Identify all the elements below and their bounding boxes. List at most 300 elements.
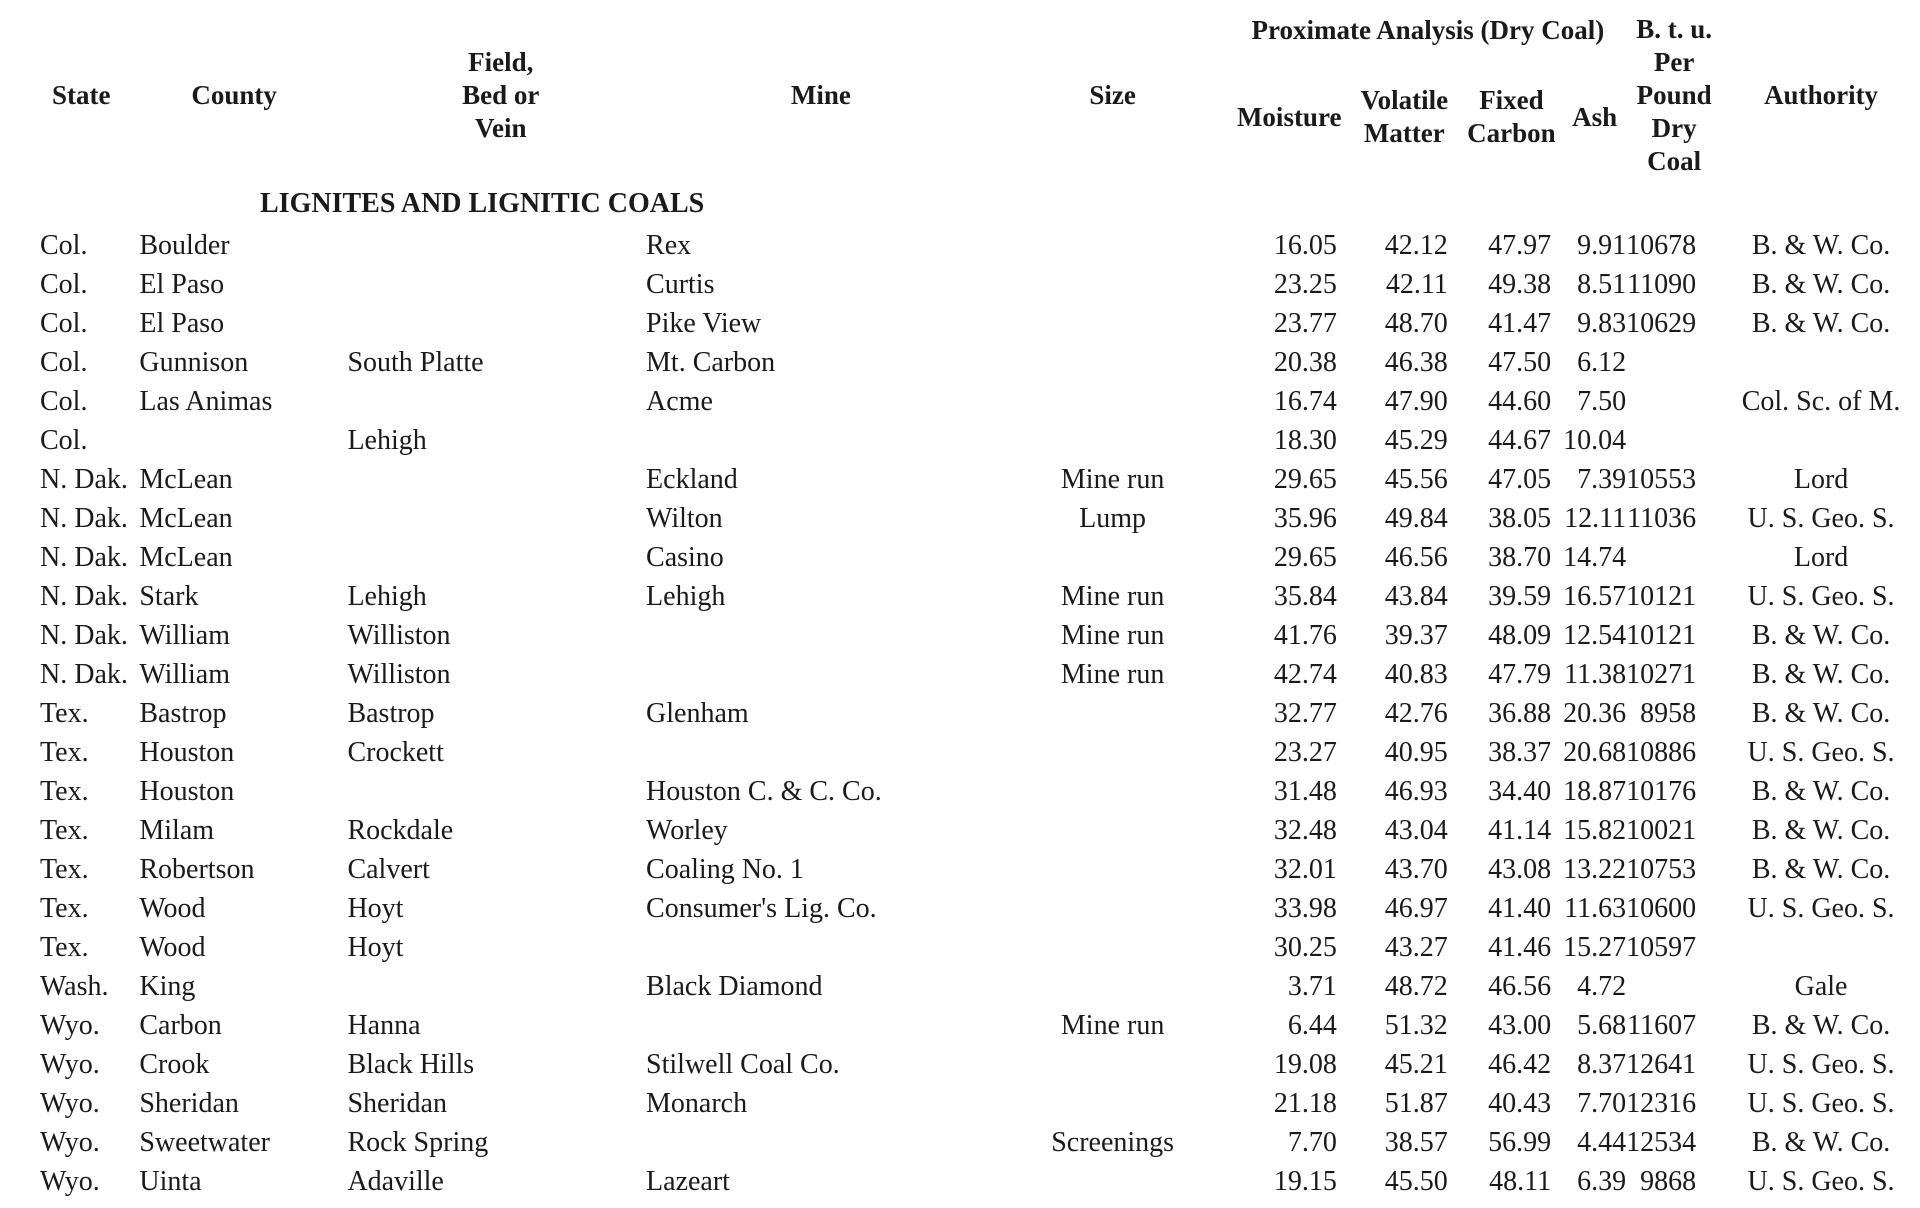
cell-ash: 9.83: [1577, 307, 1627, 339]
cell-county: El Paso: [139, 268, 225, 300]
cell-ash: 7.70: [1577, 1087, 1627, 1119]
cell-authority: B. & W. Co.: [1751, 853, 1891, 885]
cell-moisture: 29.65: [1273, 463, 1337, 495]
cell-authority: Lord: [1793, 463, 1849, 495]
cell-btu: 11607: [1627, 1009, 1697, 1041]
cell-btu: 10597: [1626, 931, 1697, 963]
cell-fixed-carbon: 41.40: [1488, 892, 1552, 924]
cell-county: [139, 421, 347, 460]
cell-state: Col.: [40, 385, 88, 417]
cell-fixed-carbon: 47.50: [1488, 346, 1552, 378]
table-row: [40, 889, 1920, 928]
cell-moisture: 32.77: [1273, 697, 1337, 729]
cell-mine: Glenham: [646, 697, 749, 729]
header-moisture: Moisture: [1236, 101, 1342, 132]
header-mine: Mine: [790, 79, 851, 110]
cell-btu: [1626, 538, 1722, 577]
cell-volatile-matter: 48.72: [1384, 970, 1448, 1002]
cell-size: [996, 850, 1230, 889]
table-row: [40, 694, 1920, 733]
table-row: [40, 577, 1920, 616]
cell-volatile-matter: 38.57: [1384, 1126, 1448, 1158]
cell-volatile-matter: 51.87: [1384, 1087, 1448, 1119]
cell-fixed-carbon: 38.05: [1488, 502, 1552, 534]
cell-volatile-matter: 46.38: [1384, 346, 1448, 378]
cell-state: Tex.: [40, 697, 89, 729]
cell-field: [347, 538, 646, 577]
cell-authority: Lord: [1793, 541, 1849, 573]
cell-size: Lump: [1079, 502, 1147, 534]
cell-size: [996, 226, 1230, 265]
table-row: [40, 382, 1920, 421]
cell-mine: [646, 421, 996, 460]
cell-authority: B. & W. Co.: [1751, 658, 1891, 690]
table-row: [40, 226, 1920, 265]
cell-authority: B. & W. Co.: [1751, 697, 1891, 729]
table-row: [40, 967, 1920, 1006]
cell-ash: 7.50: [1577, 385, 1627, 417]
cell-volatile-matter: 47.90: [1384, 385, 1448, 417]
cell-size: Screenings: [1051, 1126, 1175, 1158]
cell-ash: 11.38: [1564, 658, 1627, 690]
cell-btu: 9868: [1640, 1165, 1697, 1197]
cell-moisture: 18.30: [1273, 424, 1337, 456]
cell-size: Mine run: [1060, 463, 1165, 495]
cell-state: Wyo.: [40, 1126, 100, 1158]
header-authority: Authority: [1764, 79, 1879, 110]
cell-field: [347, 382, 646, 421]
cell-volatile-matter: 51.32: [1384, 1009, 1448, 1041]
cell-state: N. Dak.: [40, 658, 128, 690]
cell-size: [996, 928, 1230, 967]
table-body: [40, 182, 1920, 1201]
cell-volatile-matter: 46.56: [1384, 541, 1448, 573]
cell-county: McLean: [139, 541, 233, 573]
cell-mine: Lehigh: [646, 580, 726, 612]
cell-size: [996, 694, 1230, 733]
cell-volatile-matter: 42.76: [1384, 697, 1448, 729]
cell-ash: 12.54: [1563, 619, 1627, 651]
cell-state: N. Dak.: [40, 541, 128, 573]
cell-btu: [1626, 421, 1722, 460]
cell-moisture: 6.44: [1287, 1009, 1337, 1041]
header-proximate-analysis: Proximate Analysis (Dry Coal): [1251, 14, 1605, 45]
cell-mine: Wilton: [646, 502, 723, 534]
cell-county: El Paso: [139, 307, 225, 339]
cell-btu: 10271: [1626, 658, 1697, 690]
cell-field: [347, 226, 646, 265]
cell-volatile-matter: 48.70: [1384, 307, 1448, 339]
cell-field: Black Hills: [347, 1048, 475, 1080]
cell-ash: 6.39: [1577, 1165, 1627, 1197]
cell-mine: Monarch: [646, 1087, 748, 1119]
cell-field: Bastrop: [347, 697, 435, 729]
cell-mine: [646, 733, 996, 772]
cell-moisture: 19.08: [1273, 1048, 1337, 1080]
cell-ash: 20.68: [1563, 736, 1627, 768]
cell-authority: [1722, 928, 1920, 967]
cell-btu: 10886: [1626, 736, 1697, 768]
cell-authority: U. S. Geo. S.: [1747, 1165, 1895, 1197]
cell-mine: Mt. Carbon: [646, 346, 776, 378]
cell-county: Gunnison: [139, 346, 249, 378]
cell-ash: 16.57: [1563, 580, 1627, 612]
cell-fixed-carbon: 47.79: [1488, 658, 1552, 690]
cell-authority: U. S. Geo. S.: [1747, 502, 1895, 534]
cell-ash: 13.22: [1563, 853, 1627, 885]
cell-btu: 10553: [1626, 463, 1697, 495]
table-row: [40, 928, 1920, 967]
table-row: [40, 343, 1920, 382]
cell-state: Tex.: [40, 931, 89, 963]
cell-state: Col.: [40, 346, 88, 378]
cell-county: King: [139, 970, 196, 1002]
cell-fixed-carbon: 43.00: [1488, 1009, 1552, 1041]
cell-size: Mine run: [1060, 580, 1165, 612]
cell-fixed-carbon: 41.14: [1488, 814, 1552, 846]
cell-moisture: 21.18: [1273, 1087, 1337, 1119]
cell-btu: 10121: [1626, 619, 1697, 651]
cell-field: Williston: [347, 658, 451, 690]
cell-volatile-matter: 40.95: [1384, 736, 1448, 768]
cell-field: Adaville: [347, 1165, 444, 1197]
cell-size: [996, 538, 1230, 577]
table-row: [40, 538, 1920, 577]
cell-fixed-carbon: 49.38: [1488, 268, 1552, 300]
cell-authority: B. & W. Co.: [1751, 775, 1891, 807]
cell-size: [996, 889, 1230, 928]
cell-volatile-matter: 46.93: [1384, 775, 1448, 807]
cell-ash: 8.51: [1577, 268, 1627, 300]
cell-state: N. Dak.: [40, 502, 128, 534]
header-size: Size: [1089, 79, 1136, 110]
cell-btu: 10629: [1626, 307, 1697, 339]
cell-size: [996, 421, 1230, 460]
cell-moisture: 35.84: [1273, 580, 1337, 612]
cell-ash: 10.04: [1563, 424, 1627, 456]
cell-moisture: 33.98: [1273, 892, 1337, 924]
table-row: [40, 460, 1920, 499]
cell-fixed-carbon: 41.46: [1488, 931, 1552, 963]
cell-authority: [1722, 421, 1920, 460]
cell-fixed-carbon: 44.60: [1488, 385, 1552, 417]
cell-fixed-carbon: 39.59: [1488, 580, 1552, 612]
cell-mine: Worley: [646, 814, 728, 846]
cell-mine: Black Diamond: [646, 970, 823, 1002]
header-volatile-matter: Volatile Matter: [1360, 85, 1449, 148]
cell-mine: [646, 1006, 996, 1045]
cell-field: [347, 772, 646, 811]
cell-volatile-matter: 43.04: [1384, 814, 1448, 846]
cell-fixed-carbon: 46.56: [1488, 970, 1552, 1002]
cell-state: N. Dak.: [40, 619, 128, 651]
cell-state: Col.: [40, 307, 88, 339]
cell-moisture: 41.76: [1273, 619, 1337, 651]
cell-btu: 12316: [1626, 1087, 1697, 1119]
cell-moisture: 23.27: [1273, 736, 1337, 768]
cell-size: [996, 772, 1230, 811]
cell-mine: Rex: [646, 229, 692, 261]
cell-fixed-carbon: 40.43: [1488, 1087, 1552, 1119]
cell-county: McLean: [139, 502, 233, 534]
cell-mine: Eckland: [646, 463, 738, 495]
cell-moisture: 31.48: [1273, 775, 1337, 807]
cell-county: Robertson: [139, 853, 255, 885]
cell-county: McLean: [139, 463, 233, 495]
cell-fixed-carbon: 43.08: [1488, 853, 1552, 885]
table-row: [40, 1123, 1920, 1162]
cell-fixed-carbon: 47.97: [1488, 229, 1552, 261]
cell-state: Wyo.: [40, 1165, 100, 1197]
cell-field: Calvert: [347, 853, 430, 885]
cell-volatile-matter: 46.97: [1384, 892, 1448, 924]
cell-mine: Lazeart: [646, 1165, 730, 1197]
cell-field: Lehigh: [347, 424, 427, 456]
cell-state: Col.: [40, 424, 88, 456]
cell-mine: [646, 1123, 996, 1162]
cell-authority: B. & W. Co.: [1751, 619, 1891, 651]
cell-ash: 4.72: [1577, 970, 1627, 1002]
cell-fixed-carbon: 44.67: [1488, 424, 1552, 456]
cell-ash: 20.36: [1563, 697, 1627, 729]
cell-btu: 10600: [1626, 892, 1697, 924]
header-fixed-carbon: Fixed Carbon: [1467, 85, 1556, 148]
cell-btu: 12641: [1626, 1048, 1697, 1080]
cell-field: South Platte: [347, 346, 484, 378]
cell-state: Tex.: [40, 814, 89, 846]
cell-county: Houston: [139, 775, 235, 807]
table-row: [40, 1084, 1920, 1123]
cell-mine: Pike View: [646, 307, 762, 339]
cell-state: Col.: [40, 268, 88, 300]
cell-state: Tex.: [40, 853, 89, 885]
cell-authority: U. S. Geo. S.: [1747, 1087, 1895, 1119]
cell-ash: 11.63: [1564, 892, 1627, 924]
cell-ash: 15.27: [1563, 931, 1627, 963]
cell-size: [996, 382, 1230, 421]
cell-mine: Stilwell Coal Co.: [646, 1048, 840, 1080]
cell-mine: [646, 616, 996, 655]
cell-moisture: 20.38: [1273, 346, 1337, 378]
cell-state: Tex.: [40, 892, 89, 924]
cell-fixed-carbon: 41.47: [1488, 307, 1552, 339]
cell-ash: 9.91: [1577, 229, 1627, 261]
cell-county: Sheridan: [139, 1087, 239, 1119]
cell-ash: 12.11: [1564, 502, 1627, 534]
cell-moisture: 3.71: [1287, 970, 1337, 1002]
cell-field: [347, 967, 646, 1006]
cell-fixed-carbon: 48.09: [1488, 619, 1552, 651]
cell-mine: Coaling No. 1: [646, 853, 804, 885]
cell-county: Bastrop: [139, 697, 227, 729]
cell-volatile-matter: 45.21: [1384, 1048, 1448, 1080]
cell-size: Mine run: [1060, 658, 1165, 690]
cell-authority: B. & W. Co.: [1751, 307, 1891, 339]
cell-authority: B. & W. Co.: [1751, 1009, 1891, 1041]
cell-btu: 11090: [1627, 268, 1697, 300]
cell-fixed-carbon: 34.40: [1488, 775, 1552, 807]
cell-field: [347, 499, 646, 538]
cell-moisture: 16.74: [1273, 385, 1337, 417]
table-row: [40, 850, 1920, 889]
cell-authority: B. & W. Co.: [1751, 229, 1891, 261]
cell-authority: U. S. Geo. S.: [1747, 1048, 1895, 1080]
table-row: [40, 733, 1920, 772]
cell-mine: [646, 928, 996, 967]
cell-county: Wood: [139, 931, 206, 963]
header-state: State: [52, 79, 111, 110]
cell-size: [996, 1084, 1230, 1123]
cell-volatile-matter: 49.84: [1384, 502, 1448, 534]
cell-state: N. Dak.: [40, 580, 128, 612]
cell-moisture: 23.77: [1273, 307, 1337, 339]
cell-moisture: 29.65: [1273, 541, 1337, 573]
cell-btu: [1626, 382, 1722, 421]
table-row: [40, 772, 1920, 811]
cell-volatile-matter: 45.56: [1384, 463, 1448, 495]
cell-county: William: [139, 658, 230, 690]
cell-county: Stark: [139, 580, 199, 612]
cell-mine: Houston C. & C. Co.: [646, 775, 882, 807]
cell-fixed-carbon: 48.11: [1489, 1165, 1552, 1197]
cell-moisture: 32.01: [1273, 853, 1337, 885]
cell-fixed-carbon: 38.70: [1488, 541, 1552, 573]
cell-volatile-matter: 40.83: [1384, 658, 1448, 690]
cell-authority: Gale: [1794, 970, 1848, 1002]
cell-county: Crook: [139, 1048, 210, 1080]
cell-field: Hoyt: [347, 931, 404, 963]
table-row: [40, 811, 1920, 850]
cell-volatile-matter: 43.27: [1384, 931, 1448, 963]
cell-field: [347, 265, 646, 304]
cell-fixed-carbon: 47.05: [1488, 463, 1552, 495]
cell-county: Carbon: [139, 1009, 222, 1041]
cell-moisture: 30.25: [1273, 931, 1337, 963]
cell-ash: 7.39: [1577, 463, 1627, 495]
cell-size: [996, 733, 1230, 772]
cell-ash: 8.37: [1577, 1048, 1627, 1080]
cell-county: Wood: [139, 892, 206, 924]
cell-county: Uinta: [139, 1165, 202, 1197]
header-field: Field, Bed or Vein: [462, 46, 540, 143]
cell-ash: 15.82: [1563, 814, 1627, 846]
table-row: [40, 499, 1920, 538]
cell-btu: 12534: [1626, 1126, 1697, 1158]
table-row: [40, 265, 1920, 304]
cell-size: [996, 811, 1230, 850]
cell-authority: U. S. Geo. S.: [1747, 892, 1895, 924]
cell-size: [996, 343, 1230, 382]
cell-state: N. Dak.: [40, 463, 128, 495]
table-row: [40, 421, 1920, 460]
cell-size: [996, 1162, 1230, 1201]
cell-authority: U. S. Geo. S.: [1747, 580, 1895, 612]
table-row: [40, 655, 1920, 694]
cell-btu: 8958: [1640, 697, 1697, 729]
cell-ash: 5.68: [1577, 1009, 1627, 1041]
header-ash: Ash: [1572, 101, 1618, 132]
cell-state: Wyo.: [40, 1009, 100, 1041]
cell-mine: Curtis: [646, 268, 715, 300]
cell-county: Milam: [139, 814, 215, 846]
cell-size: [996, 967, 1230, 1006]
header-btu: B. t. u. Per Pound Dry Coal: [1636, 13, 1713, 176]
cell-mine: Acme: [646, 385, 713, 417]
cell-mine: Casino: [646, 541, 724, 573]
cell-field: Lehigh: [347, 580, 427, 612]
cell-county: Las Animas: [139, 385, 273, 417]
table-row: [40, 1162, 1920, 1201]
table-row: [40, 304, 1920, 343]
cell-fixed-carbon: 36.88: [1488, 697, 1552, 729]
cell-state: Wyo.: [40, 1048, 100, 1080]
cell-volatile-matter: 39.37: [1384, 619, 1448, 651]
cell-size: Mine run: [1060, 1009, 1165, 1041]
cell-volatile-matter: 42.12: [1384, 229, 1448, 261]
cell-btu: 10678: [1626, 229, 1697, 261]
cell-state: Tex.: [40, 736, 89, 768]
table-row: [40, 1045, 1920, 1084]
cell-size: [996, 304, 1230, 343]
cell-fixed-carbon: 56.99: [1488, 1126, 1552, 1158]
cell-btu: 11036: [1627, 502, 1697, 534]
cell-state: Col.: [40, 229, 88, 261]
section-row: [40, 182, 1920, 226]
cell-authority: U. S. Geo. S.: [1747, 736, 1895, 768]
cell-moisture: 16.05: [1273, 229, 1337, 261]
cell-county: Houston: [139, 736, 235, 768]
cell-volatile-matter: 43.84: [1384, 580, 1448, 612]
cell-moisture: 19.15: [1273, 1165, 1337, 1197]
cell-field: [347, 304, 646, 343]
cell-county: Boulder: [139, 229, 230, 261]
cell-size: [996, 265, 1230, 304]
cell-moisture: 32.48: [1273, 814, 1337, 846]
cell-state: Wash.: [40, 970, 109, 1002]
cell-field: [347, 460, 646, 499]
cell-field: Hanna: [347, 1009, 421, 1041]
cell-moisture: 23.25: [1273, 268, 1337, 300]
cell-authority: [1722, 343, 1920, 382]
cell-volatile-matter: 43.70: [1384, 853, 1448, 885]
cell-authority: B. & W. Co.: [1751, 1126, 1891, 1158]
cell-field: Crockett: [347, 736, 444, 768]
cell-btu: 10021: [1626, 814, 1697, 846]
cell-moisture: 42.74: [1273, 658, 1337, 690]
cell-authority: B. & W. Co.: [1751, 268, 1891, 300]
cell-btu: 10121: [1626, 580, 1697, 612]
cell-mine: Consumer's Lig. Co.: [646, 892, 877, 924]
cell-btu: [1626, 343, 1722, 382]
cell-volatile-matter: 45.50: [1384, 1165, 1448, 1197]
cell-state: Tex.: [40, 775, 89, 807]
cell-ash: 18.87: [1563, 775, 1627, 807]
cell-field: Hoyt: [347, 892, 404, 924]
cell-ash: 14.74: [1563, 541, 1627, 573]
cell-ash: 4.44: [1577, 1126, 1627, 1158]
cell-field: Williston: [347, 619, 451, 651]
cell-volatile-matter: 45.29: [1384, 424, 1448, 456]
cell-size: [996, 1045, 1230, 1084]
table-header: [40, 8, 1920, 182]
cell-btu: 10753: [1626, 853, 1697, 885]
header-county: County: [191, 79, 277, 110]
cell-fixed-carbon: 38.37: [1488, 736, 1552, 768]
coal-analysis-table: [40, 8, 1920, 1201]
cell-moisture: 35.96: [1273, 502, 1337, 534]
cell-size: Mine run: [1060, 619, 1165, 651]
cell-volatile-matter: 42.11: [1385, 268, 1448, 300]
